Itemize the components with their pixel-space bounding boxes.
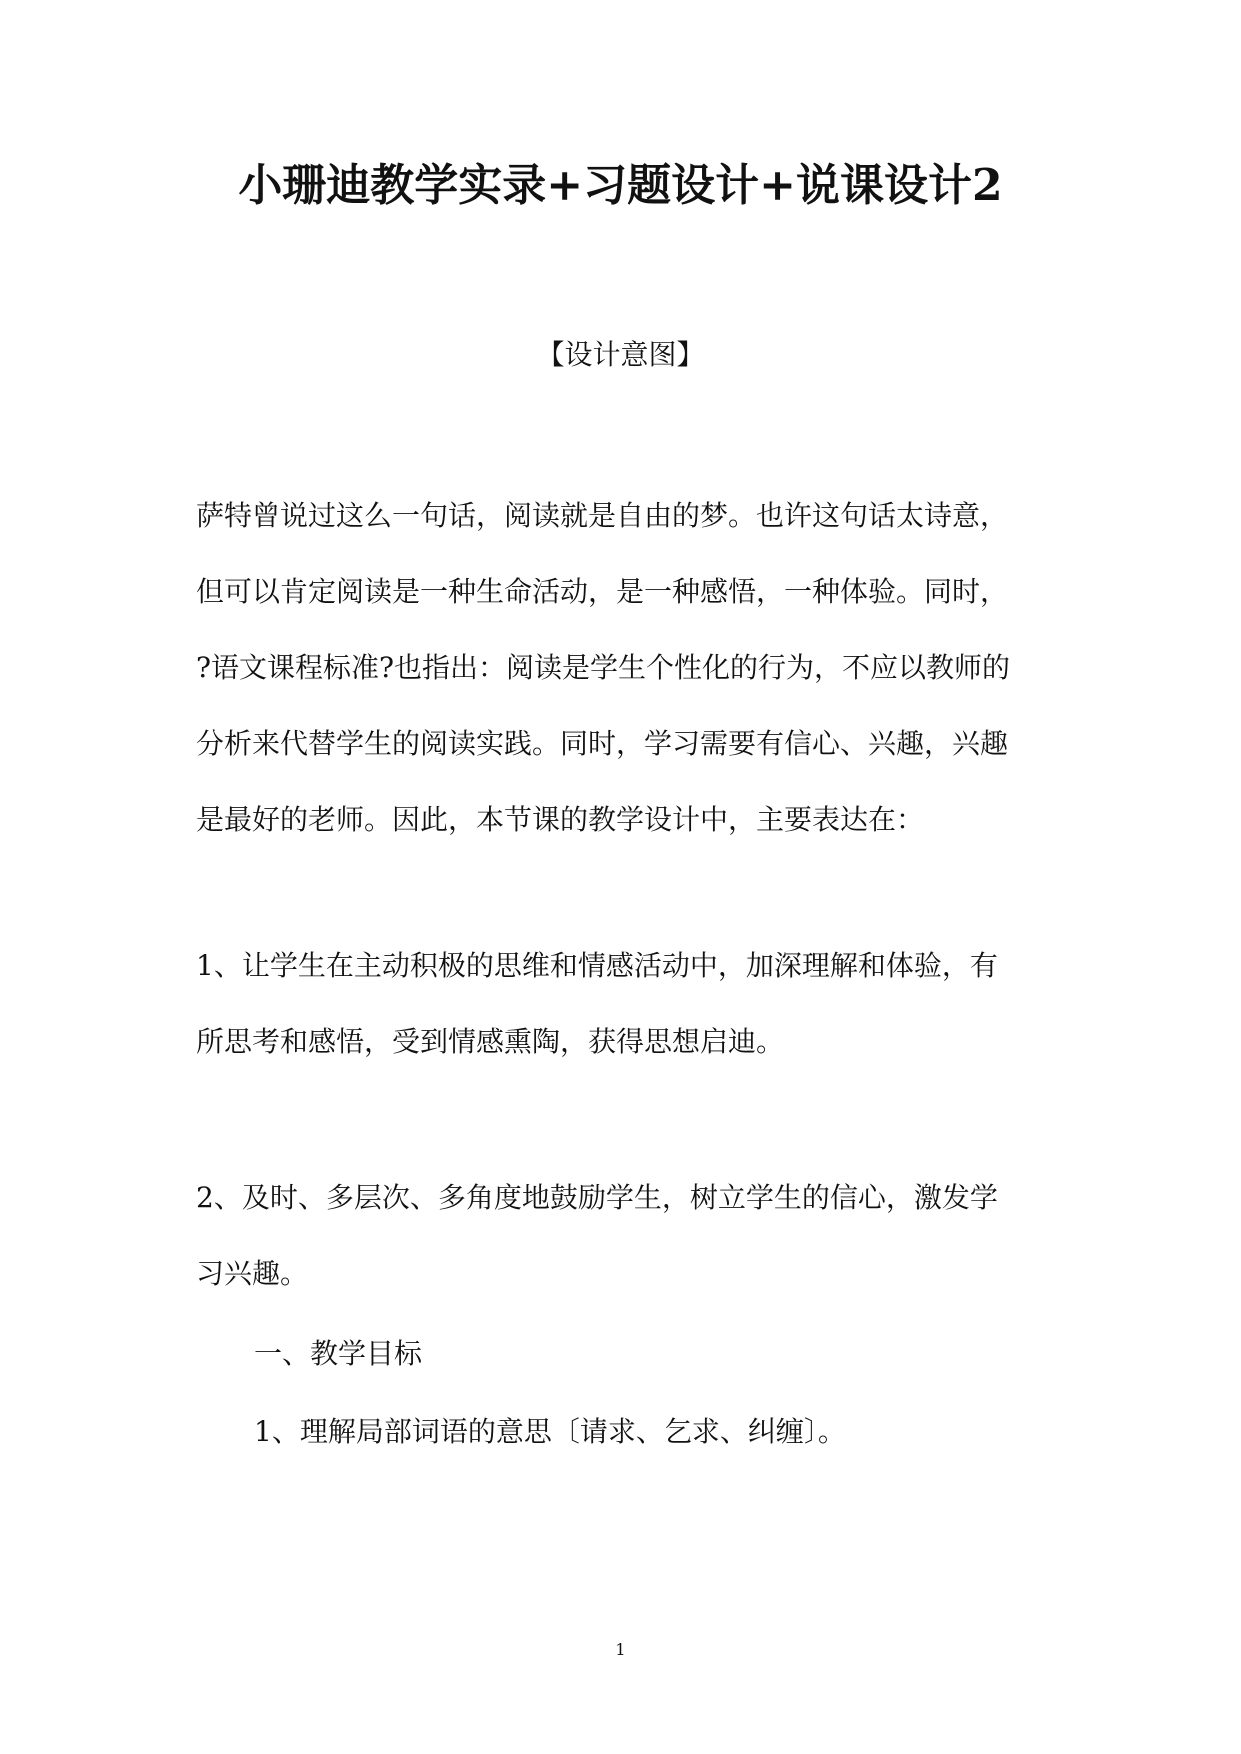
paragraph-line: 分析来代替学生的阅读实践。同时，学习需要有信心、兴趣，兴趣 — [196, 727, 1009, 760]
paragraph-line: ?语文课程标准?也指出：阅读是学生个性化的行为，不应以教师的 — [196, 651, 1011, 684]
paragraph-line: 习兴趣。 — [196, 1257, 309, 1290]
document-title: 小珊迪教学实录+习题设计+说课设计2 — [238, 160, 1003, 211]
paragraph-line: 但可以肯定阅读是一种生命活动，是一种感悟，一种体验。同时， — [196, 575, 1009, 608]
goal-item: 1、理解局部词语的意思〔请求、乞求、纠缠〕。 — [254, 1415, 846, 1448]
page-number: 1 — [615, 1640, 626, 1659]
paragraph-point-2 — [196, 1160, 1056, 1312]
section-heading-design-intent: 【设计意图】 — [536, 338, 705, 371]
paragraph-line: 1、让学生在主动积极的思维和情感活动中，加深理解和体验，有 — [196, 949, 998, 982]
paragraph-line: 2、及时、多层次、多角度地鼓励学生，树立学生的信心，激发学 — [196, 1181, 998, 1214]
paragraph-line: 所思考和感悟，受到情感熏陶，获得思想启迪。 — [196, 1025, 785, 1058]
paragraph-line: 萨特曾说过这么一句话，阅读就是自由的梦。也许这句话太诗意， — [196, 499, 1009, 532]
goals-heading: 一、教学目标 — [254, 1337, 423, 1370]
paragraph-line: 是最好的老师。因此，本节课的教学设计中，主要表达在： — [196, 803, 925, 836]
paragraph-point-1 — [196, 928, 1056, 1080]
paragraph-intro — [196, 478, 1056, 858]
